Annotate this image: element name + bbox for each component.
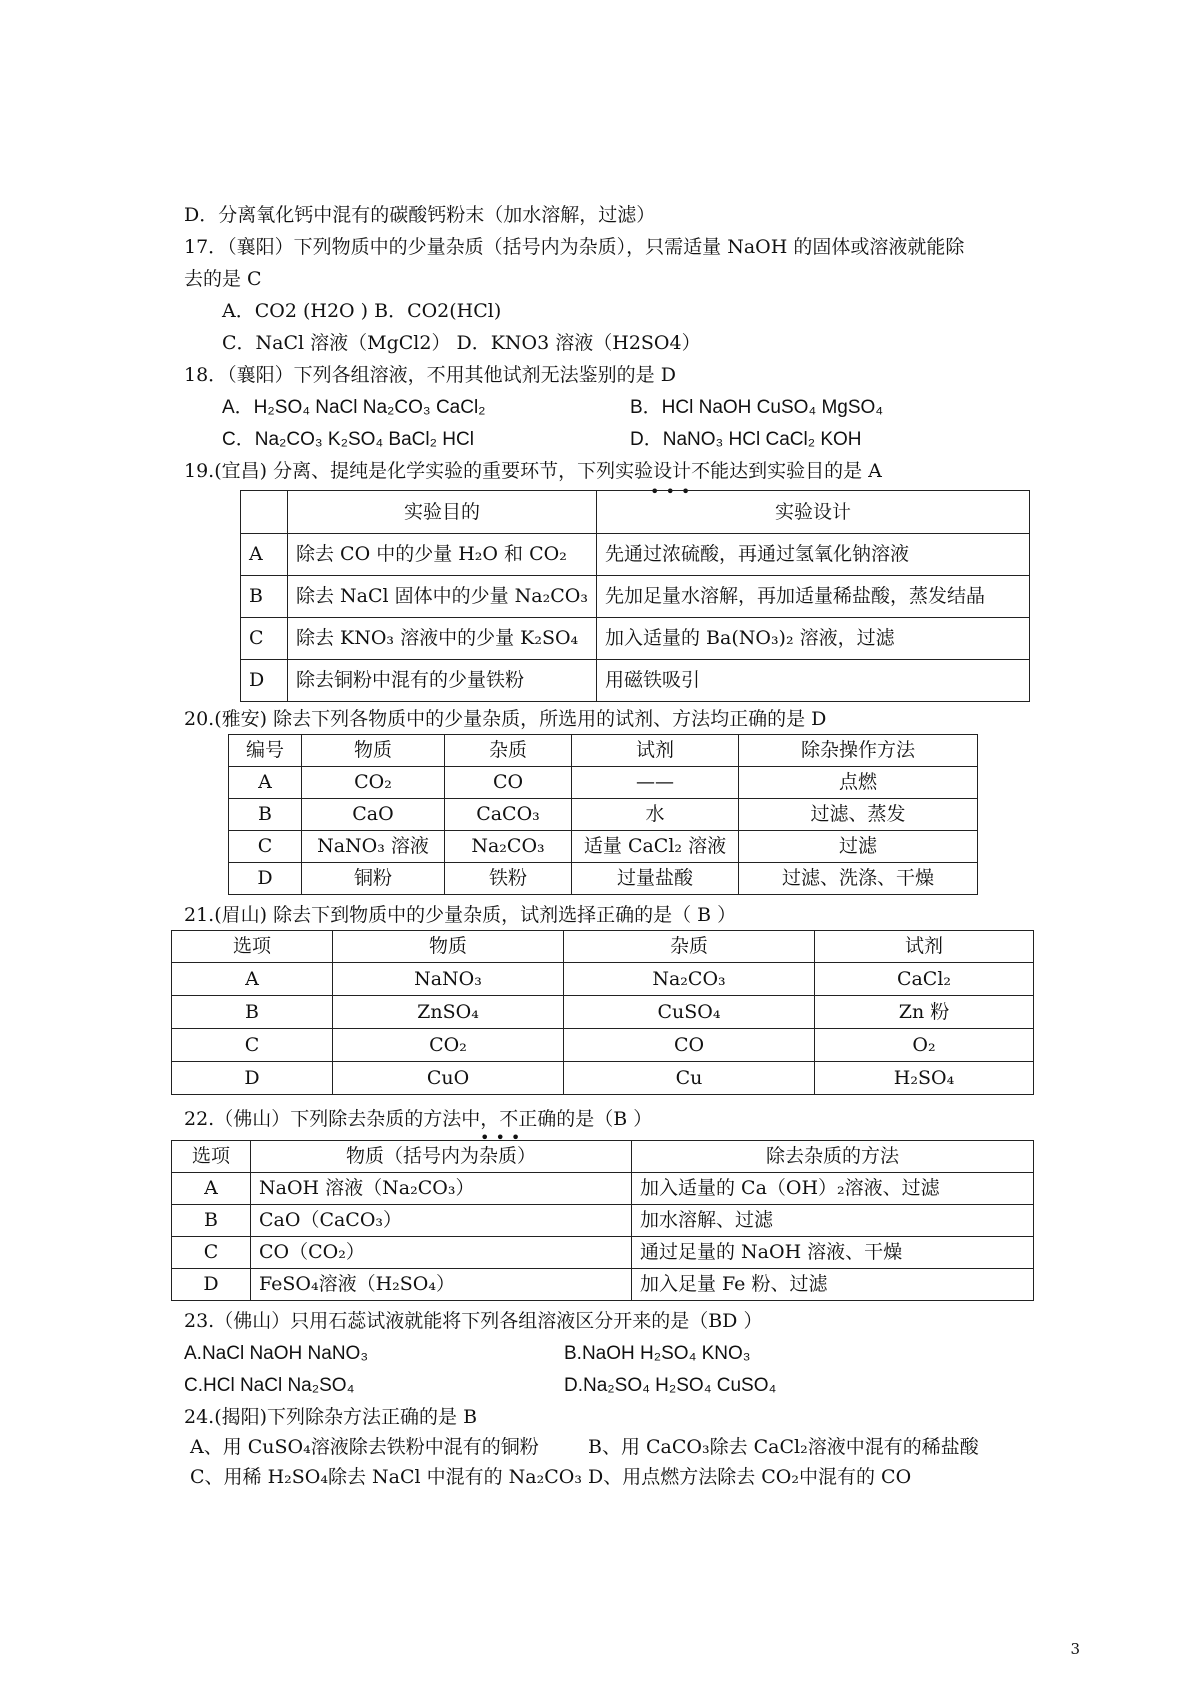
table-row <box>241 660 1030 702</box>
q21-cell: O₂ <box>815 1029 1034 1062</box>
q22-cell: D <box>172 1269 251 1301</box>
table-row <box>241 576 1030 618</box>
q20-question: 20.(雅安) 除去下列各物质中的少量杂质，所选用的试剂、方法均正确的是 D <box>184 708 827 730</box>
q21-cell: D <box>172 1062 333 1095</box>
q24-option-b: B、用 CaCO₃除去 CaCl₂溶液中混有的稀盐酸 <box>588 1436 979 1458</box>
q17-question-cont: 去的是 C <box>184 268 262 290</box>
q19-header-purpose: 实验目的 <box>288 491 597 534</box>
q22-cell: C <box>172 1237 251 1269</box>
q20-header: 除杂操作方法 <box>739 735 978 767</box>
q21-cell: C <box>172 1029 333 1062</box>
table-row <box>172 1062 1034 1095</box>
q16-option-d: D．分离氧化钙中混有的碳酸钙粉末（加水溶解，过滤） <box>184 204 656 226</box>
q22-cell: CaO（CaCO₃） <box>251 1205 632 1237</box>
q21-cell: CO₂ <box>333 1029 564 1062</box>
q20-header: 试剂 <box>572 735 739 767</box>
q20-cell: 水 <box>572 799 739 831</box>
q19-table <box>240 490 1030 702</box>
q17-options-ab: A．CO2 (H2O ) B．CO2(HCl) <box>222 300 502 322</box>
table-row <box>172 1205 1034 1237</box>
q20-cell: CaCO₃ <box>445 799 572 831</box>
q20-cell: 适量 CaCl₂ 溶液 <box>572 831 739 863</box>
q23-question: 23.（佛山）只用石蕊试液就能将下列各组溶液区分开来的是（BD ） <box>184 1310 763 1332</box>
q20-cell: CaO <box>302 799 445 831</box>
q21-cell: CuSO₄ <box>564 996 815 1029</box>
q20-cell: A <box>229 767 302 799</box>
q21-cell: H₂SO₄ <box>815 1062 1034 1095</box>
q19-cell: A <box>241 534 288 576</box>
table-row <box>229 767 978 799</box>
q21-cell: Cu <box>564 1062 815 1095</box>
q22-header: 选项 <box>172 1141 251 1173</box>
q22-header: 除去杂质的方法 <box>632 1141 1034 1173</box>
q23-option-a: A.NaCl NaOH NaNO₃ <box>184 1343 369 1364</box>
q24-question: 24.(揭阳)下列除杂方法正确的是 B <box>184 1406 478 1428</box>
q20-cell: 点燃 <box>739 767 978 799</box>
q19-cell: D <box>241 660 288 702</box>
q21-cell: Zn 粉 <box>815 996 1034 1029</box>
q18-question: 18．（襄阳）下列各组溶液，不用其他试剂无法鉴别的是 D <box>184 364 676 386</box>
q21-question: 21.(眉山) 除去下到物质中的少量杂质，试剂选择正确的是（ B ） <box>184 904 737 926</box>
q22-cell: NaOH 溶液（Na₂CO₃） <box>251 1173 632 1205</box>
q18-option-c: C．Na₂CO₃ K₂SO₄ BaCl₂ HCl <box>222 429 474 450</box>
q21-cell: ZnSO₄ <box>333 996 564 1029</box>
table-row <box>172 996 1034 1029</box>
q19-cell: B <box>241 576 288 618</box>
q20-cell: Na₂CO₃ <box>445 831 572 863</box>
table-row <box>241 534 1030 576</box>
q24-option-d: D、用点燃方法除去 CO₂中混有的 CO <box>588 1466 912 1488</box>
table-row <box>229 799 978 831</box>
q19-cell: 除去 CO 中的少量 H₂O 和 CO₂ <box>288 534 597 576</box>
q17-options-cd: C．NaCl 溶液（MgCl2） D．KNO3 溶液（H2SO4） <box>222 332 701 354</box>
q20-cell: D <box>229 863 302 895</box>
q19-cell: 除去铜粉中混有的少量铁粉 <box>288 660 597 702</box>
table-row <box>172 1269 1034 1301</box>
q21-header: 试剂 <box>815 931 1034 963</box>
q20-cell: B <box>229 799 302 831</box>
q20-cell: 过滤 <box>739 831 978 863</box>
q20-cell: CO₂ <box>302 767 445 799</box>
q23-option-d: D.Na₂SO₄ H₂SO₄ CuSO₄ <box>564 1375 777 1396</box>
table-row <box>172 1029 1034 1062</box>
q20-header: 编号 <box>229 735 302 767</box>
q19-cell: 除去 NaCl 固体中的少量 Na₂CO₃ <box>288 576 597 618</box>
q21-header: 杂质 <box>564 931 815 963</box>
q19-question: 19.(宜昌) 分离、提纯是化学实验的重要环节，下列实验设计不能达到实验目的是 A <box>184 460 882 482</box>
q21-cell: NaNO₃ <box>333 963 564 996</box>
q20-cell: 过滤、洗涤、干燥 <box>739 863 978 895</box>
q21-cell: B <box>172 996 333 1029</box>
q20-cell: CO <box>445 767 572 799</box>
emphasis-dots: ••• <box>650 482 697 501</box>
table-row <box>172 1237 1034 1269</box>
emphasis-dots: ••• <box>480 1128 527 1147</box>
table-row <box>229 831 978 863</box>
table-row <box>229 863 978 895</box>
q22-cell: B <box>172 1205 251 1237</box>
q22-cell: 通过足量的 NaOH 溶液、干燥 <box>632 1237 1034 1269</box>
q24-option-c: C、用稀 H₂SO₄除去 NaCl 中混有的 Na₂CO₃ <box>190 1466 582 1488</box>
q19-header-design: 实验设计 <box>597 491 1030 534</box>
q21-header: 选项 <box>172 931 333 963</box>
q19-cell: C <box>241 618 288 660</box>
q23-option-b: B.NaOH H₂SO₄ KNO₃ <box>564 1343 751 1364</box>
q24-option-a: A、用 CuSO₄溶液除去铁粉中混有的铜粉 <box>190 1436 539 1458</box>
q22-cell: 加水溶解、过滤 <box>632 1205 1034 1237</box>
q19-cell: 先通过浓硫酸，再通过氢氧化钠溶液 <box>597 534 1030 576</box>
q21-cell: CO <box>564 1029 815 1062</box>
q22-cell: 加入足量 Fe 粉、过滤 <box>632 1269 1034 1301</box>
table-row <box>172 963 1034 996</box>
q19-cell: 除去 KNO₃ 溶液中的少量 K₂SO₄ <box>288 618 597 660</box>
q20-header: 物质 <box>302 735 445 767</box>
q21-header: 物质 <box>333 931 564 963</box>
q18-option-b: B．HCl NaOH CuSO₄ MgSO₄ <box>630 397 884 418</box>
q19-cell: 用磁铁吸引 <box>597 660 1030 702</box>
q22-cell: CO（CO₂） <box>251 1237 632 1269</box>
q17-question: 17．（襄阳）下列物质中的少量杂质（括号内为杂质），只需适量 NaOH 的固体或溶液就能除 <box>184 236 965 258</box>
q19-header-blank <box>241 491 288 534</box>
q20-cell: 铜粉 <box>302 863 445 895</box>
q20-header: 杂质 <box>445 735 572 767</box>
q18-option-d: D．NaNO₃ HCl CaCl₂ KOH <box>630 429 862 450</box>
q20-cell: NaNO₃ 溶液 <box>302 831 445 863</box>
q23-option-c: C.HCl NaCl Na₂SO₄ <box>184 1375 355 1396</box>
q20-table <box>228 734 978 895</box>
table-row <box>172 1173 1034 1205</box>
q18-option-a: A．H₂SO₄ NaCl Na₂CO₃ CaCl₂ <box>222 397 486 418</box>
q22-table <box>171 1140 1034 1301</box>
q22-question: 22.（佛山）下列除去杂质的方法中，不正确的是（B ） <box>184 1108 653 1130</box>
q22-cell: A <box>172 1173 251 1205</box>
q19-cell: 加入适量的 Ba(NO₃)₂ 溶液，过滤 <box>597 618 1030 660</box>
q21-cell: Na₂CO₃ <box>564 963 815 996</box>
q20-cell: 过滤、蒸发 <box>739 799 978 831</box>
page-number: 3 <box>1070 1640 1080 1658</box>
q21-table <box>171 930 1034 1095</box>
table-row <box>241 618 1030 660</box>
q21-cell: A <box>172 963 333 996</box>
q21-cell: CaCl₂ <box>815 963 1034 996</box>
q22-cell: 加入适量的 Ca（OH）₂溶液、过滤 <box>632 1173 1034 1205</box>
q20-cell: 过量盐酸 <box>572 863 739 895</box>
q21-cell: CuO <box>333 1062 564 1095</box>
q22-cell: FeSO₄溶液（H₂SO₄） <box>251 1269 632 1301</box>
q20-cell: —— <box>572 767 739 799</box>
q20-cell: C <box>229 831 302 863</box>
q19-cell: 先加足量水溶解，再加适量稀盐酸，蒸发结晶 <box>597 576 1030 618</box>
q20-cell: 铁粉 <box>445 863 572 895</box>
q22-header: 物质（括号内为杂质） <box>251 1141 632 1173</box>
